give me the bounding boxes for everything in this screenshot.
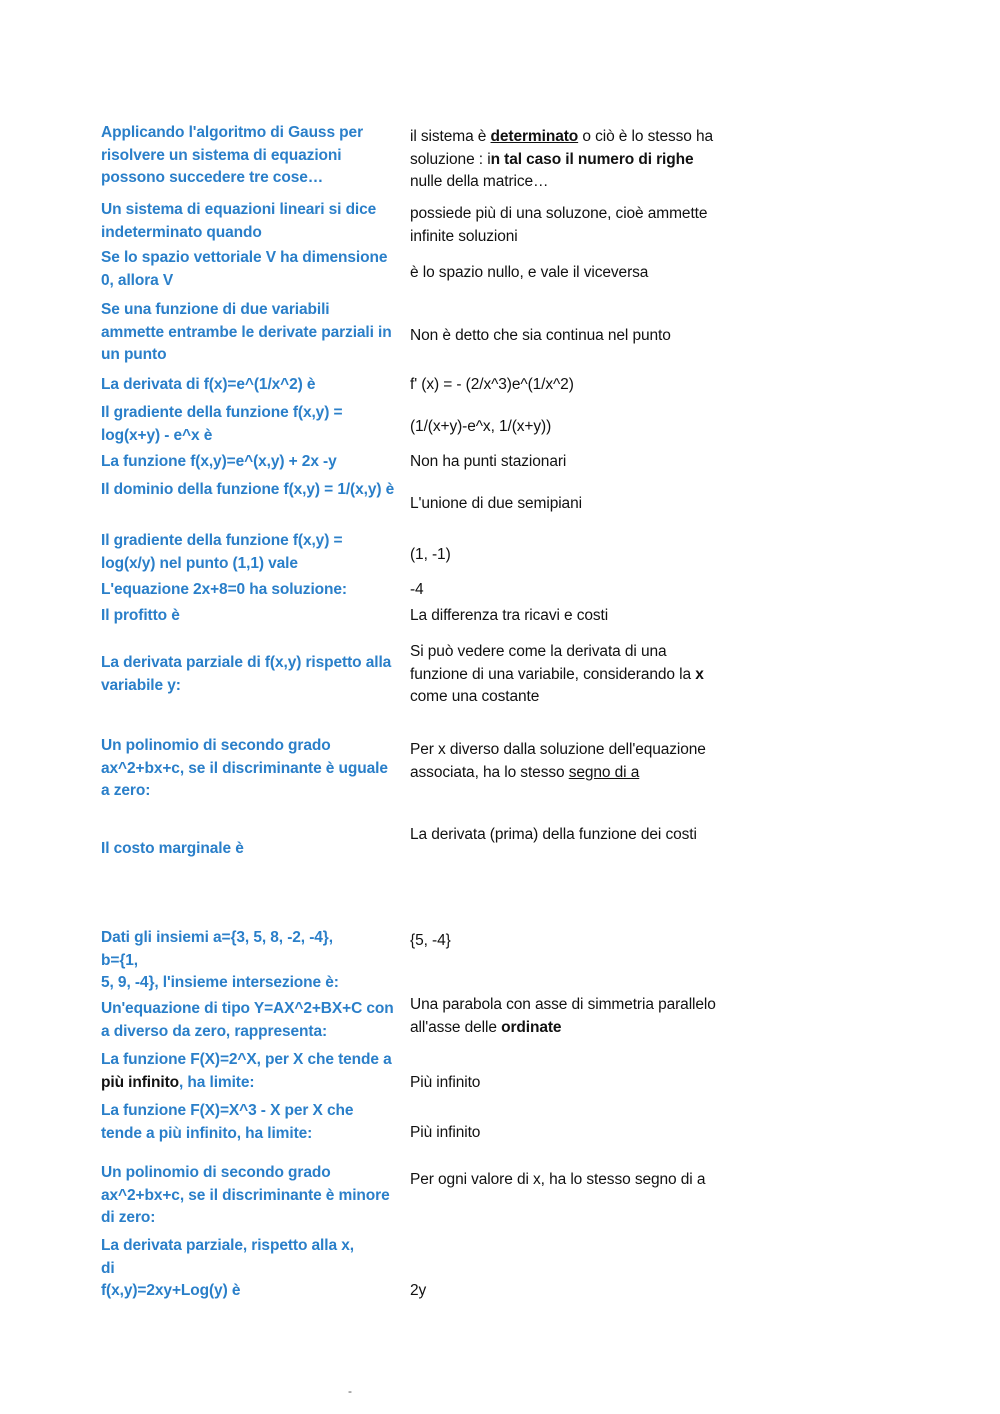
question-text: La funzione F(X)=X^3 - X per X che tende a più infinito, ha limite: bbox=[101, 1102, 354, 1142]
question-keyword: più infinito bbox=[101, 1073, 179, 1091]
question-line: La derivata parziale, rispetto alla x, bbox=[101, 1237, 354, 1254]
question-text: Un'equazione di tipo Y=AX^2+BX+C con a diverso da zero, rappresenta: bbox=[101, 1000, 394, 1040]
answer-text: La derivata (prima) della funzione dei costi bbox=[410, 826, 697, 843]
page-footer-mark: - bbox=[348, 1384, 352, 1398]
question-text: Applicando l'algoritmo di Gauss per risolvere un sistema di equazioni possono succedere tre cose… bbox=[101, 124, 363, 186]
question-text: Un polinomio di secondo grado ax^2+bx+c, se il discriminante è minore di zero: bbox=[101, 1164, 390, 1226]
question-text: La derivata di f(x)=e^(1/x^2) è bbox=[101, 376, 316, 393]
answer-text bbox=[410, 994, 720, 1039]
answer-part: Si può vedere come la derivata di una funzione di una variabile, considerando la bbox=[410, 643, 696, 683]
question-text: Se lo spazio vettoriale V ha dimensione 0, allora V bbox=[101, 249, 388, 289]
answer-text bbox=[410, 739, 720, 784]
question-text: Il gradiente della funzione f(x,y) = log(x/y) nel punto (1,1) vale bbox=[101, 532, 343, 572]
answer-text: (1/(x+y)-e^x, 1/(x+y)) bbox=[410, 418, 552, 435]
question-text: Se una funzione di due variabili ammette entrambe le derivate parziali in un punto bbox=[101, 301, 392, 363]
question-text: Il dominio della funzione f(x,y) = 1/(x,y) è bbox=[101, 481, 395, 498]
answer-text: Per ogni valore di x, ha lo stesso segno di a bbox=[410, 1171, 706, 1188]
answer-text: La differenza tra ricavi e costi bbox=[410, 607, 609, 624]
answer-keyword: ordinate bbox=[501, 1018, 562, 1036]
question-part: La funzione F(X)=2^X, per X che tende a bbox=[101, 1051, 392, 1068]
answer-text: Più infinito bbox=[410, 1074, 481, 1091]
answer-part: Per x diverso dalla soluzione dell'equazione associata, ha lo stesso bbox=[410, 741, 706, 781]
answer-text: possiede più di una soluzone, cioè ammette infinite soluzioni bbox=[410, 205, 708, 245]
answer-keyword: n tal caso il numero di righe bbox=[490, 150, 694, 168]
answer-text: 2y bbox=[410, 1282, 427, 1299]
question-line: Dati gli insiemi a={3, 5, 8, -2, -4}, bbox=[101, 929, 333, 946]
answer-text: Non è detto che sia continua nel punto bbox=[410, 327, 671, 344]
answer-text bbox=[410, 126, 720, 194]
answer-part: nulle della matrice… bbox=[410, 173, 549, 190]
question-text: Il costo marginale è bbox=[101, 840, 244, 857]
question-line: di bbox=[101, 1259, 115, 1277]
answer-text: f' (x) = - (2/x^3)e^(1/x^2) bbox=[410, 376, 574, 393]
question-text: La funzione f(x,y)=e^(x,y) + 2x -y bbox=[101, 453, 337, 470]
answer-text: -4 bbox=[410, 581, 424, 598]
question-text: La derivata parziale di f(x,y) rispetto alla variabile y: bbox=[101, 654, 392, 694]
answer-text: Non ha punti stazionari bbox=[410, 453, 567, 470]
question-line: 5, 9, -4}, l'insieme intersezione è: bbox=[101, 974, 339, 991]
question-line: b={1, bbox=[101, 951, 138, 969]
answer-underlined: segno di a bbox=[568, 763, 640, 781]
answer-keyword: determinato bbox=[490, 128, 579, 145]
question-text: Un sistema di equazioni lineari si dice indeterminato quando bbox=[101, 201, 377, 241]
answer-part: come una costante bbox=[410, 688, 540, 705]
answer-part: o ciò è lo stesso ha soluzione : i bbox=[410, 128, 714, 168]
answer-part: Una parabola con asse di simmetria parallelo all'asse delle bbox=[410, 996, 716, 1036]
question-text bbox=[101, 927, 396, 995]
question-part: , ha limite: bbox=[179, 1073, 255, 1091]
question-text bbox=[101, 1235, 396, 1303]
question-text bbox=[101, 1049, 396, 1094]
question-text: Il gradiente della funzione f(x,y) = log(x+y) - e^x è bbox=[101, 404, 343, 444]
question-text: Il profitto è bbox=[101, 607, 180, 624]
answer-part: il sistema è bbox=[410, 128, 491, 145]
answer-text bbox=[410, 641, 720, 709]
answer-text: è lo spazio nullo, e vale il viceversa bbox=[410, 264, 649, 281]
question-text: Un polinomio di secondo grado ax^2+bx+c, se il discriminante è uguale a zero: bbox=[101, 737, 388, 799]
answer-text: {5, -4} bbox=[410, 932, 451, 949]
answer-keyword: x bbox=[695, 665, 704, 683]
question-text: L'equazione 2x+8=0 ha soluzione: bbox=[101, 581, 347, 598]
question-line: f(x,y)=2xy+Log(y) è bbox=[101, 1282, 241, 1299]
answer-text: Più infinito bbox=[410, 1124, 481, 1141]
answer-text: L'unione di due semipiani bbox=[410, 495, 582, 512]
answer-text: (1, -1) bbox=[410, 546, 451, 563]
